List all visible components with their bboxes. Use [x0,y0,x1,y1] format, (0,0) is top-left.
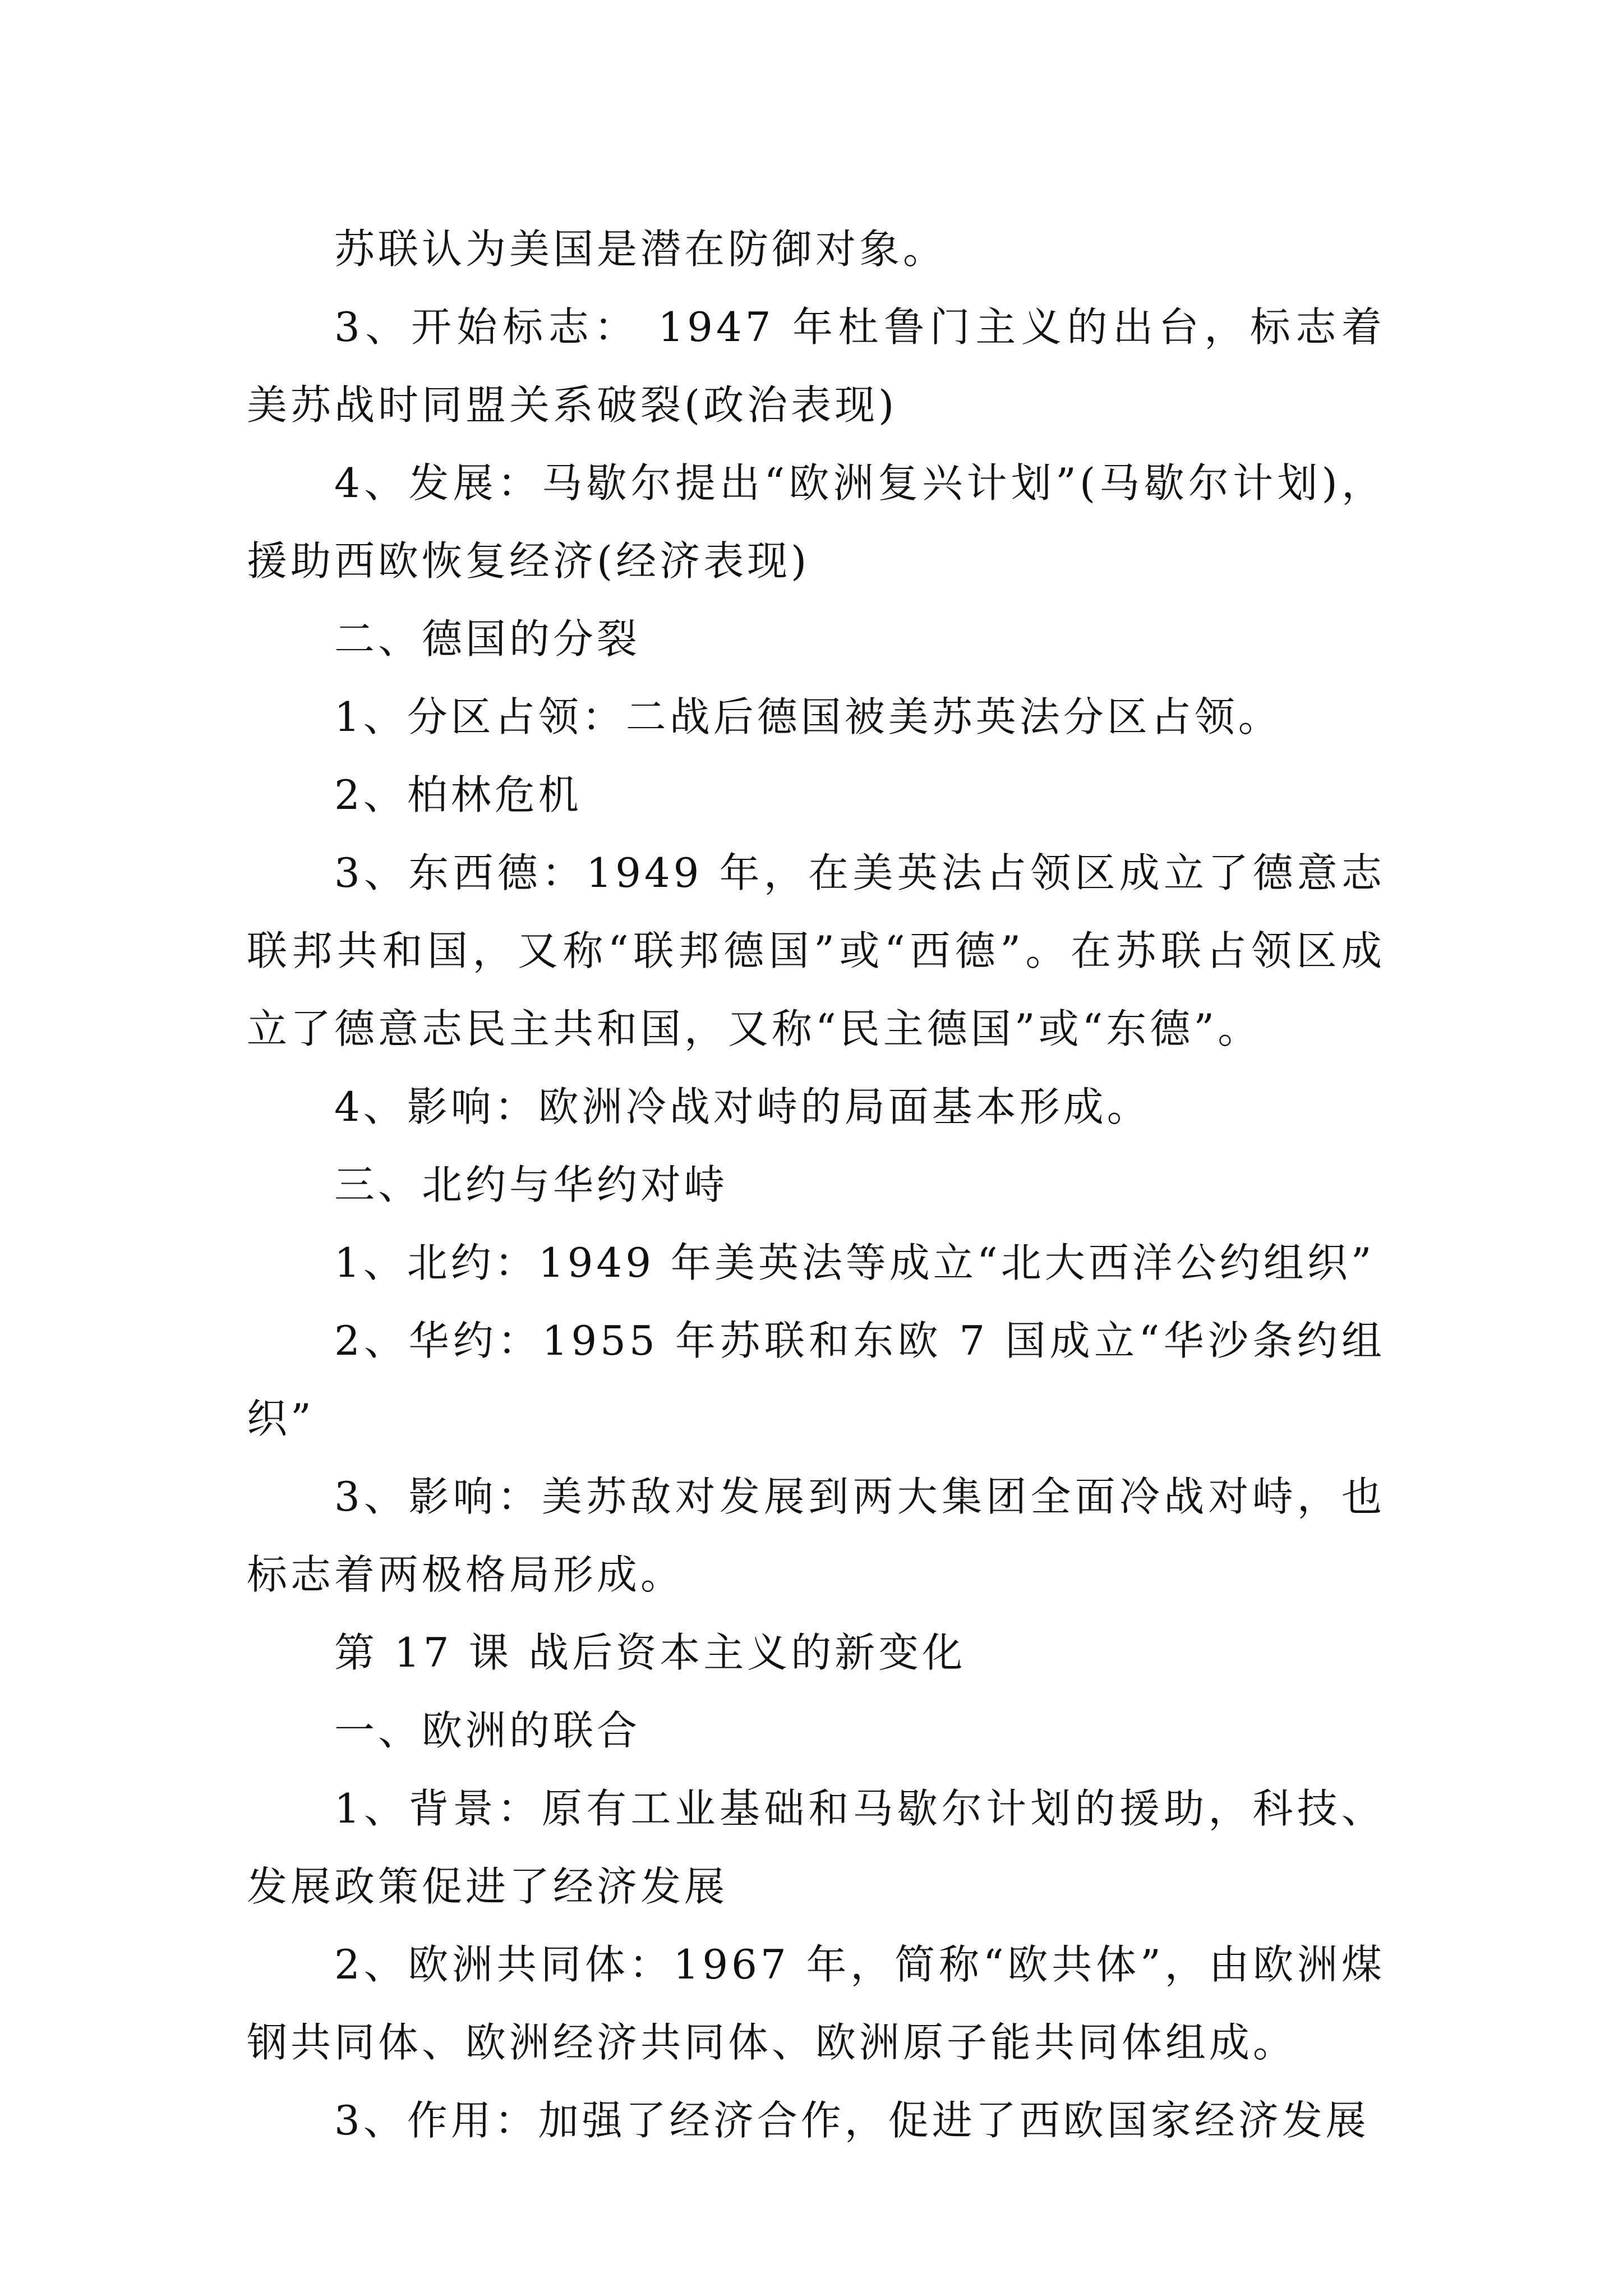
paragraph: 4、发展：马歇尔提出“欧洲复兴计划”(马歇尔计划)，援助西欧恢复经济(经济表现) [247,459,1385,585]
paragraph: 1、北约：1949 年美英法等成立“北大西洋公约组织” [334,1239,1375,1286]
paragraph: 2、柏林危机 [334,771,582,818]
paragraph: 3、作用：加强了经济合作，促进了西欧国家经济发展 [334,2097,1370,2144]
paragraph: 3、开始标志： 1947 年杜鲁门主义的出台，标志着美苏战时同盟关系破裂(政治表现) [247,303,1385,429]
paragraph: 1、背景：原有工业基础和马歇尔计划的援助，科技、发展政策促进了经济发展 [247,1785,1385,1910]
paragraph: 苏联认为美国是潜在防御对象。 [334,226,947,273]
paragraph: 3、影响：美苏敌对发展到两大集团全面冷战对峙，也标志着两极格局形成。 [247,1473,1385,1598]
paragraph: 2、华约：1955 年苏联和东欧 7 国成立“华沙条约组织” [247,1317,1385,1442]
section-heading: 二、德国的分裂 [334,615,641,662]
paragraph: 2、欧洲共同体：1967 年，简称“欧共体”，由欧洲煤钢共同体、欧洲经济共同体、欧洲原子能共同体组成。 [247,1941,1385,2066]
document-body [247,210,1385,2160]
section-heading: 一、欧洲的联合 [334,1707,641,1754]
section-heading: 三、北约与华约对峙 [334,1161,728,1208]
paragraph: 4、影响：欧洲冷战对峙的局面基本形成。 [334,1083,1151,1130]
paragraph: 3、东西德：1949 年，在美英法占领区成立了德意志联邦共和国，又称“联邦德国”或“西德”。在苏联占领区成立了德意志民主共和国，又称“民主德国”或“东德”。 [247,849,1385,1052]
lesson-title: 第 17 课 战后资本主义的新变化 [334,1629,966,1676]
paragraph: 1、分区占领：二战后德国被美苏英法分区占领。 [334,693,1282,740]
